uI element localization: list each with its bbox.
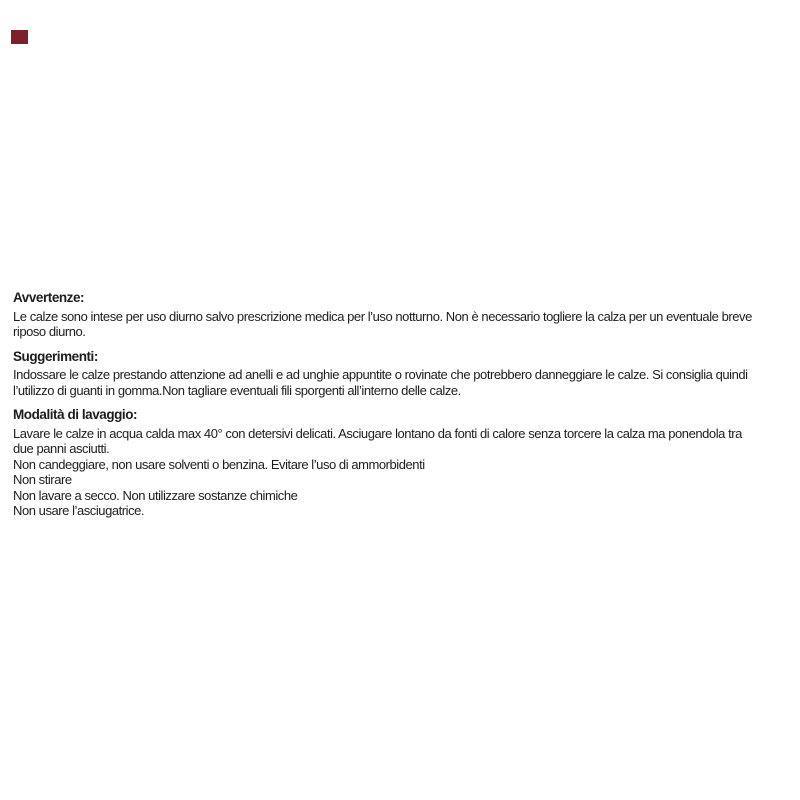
text-line: Non lavare a secco. Non utilizzare sostanze chimiche: [13, 487, 298, 503]
text-line: Non usare l’asciugatrice.: [13, 503, 145, 518]
section-heading-avvertenze: Avvertenze:: [13, 290, 85, 305]
care-instructions-document: [13, 290, 795, 519]
text-line: Le calze sono intese per uso diurno salvo prescrizione medica per l’uso notturno. Non è necessario togliere la calza per un eventuale breve: [13, 308, 752, 324]
section-suggerimenti: [13, 349, 795, 399]
section-modalita-di-lavaggio: [13, 407, 795, 519]
text-line: l’utilizzo di guanti in gomma.Non tagliare eventuali fili sporgenti all’interno delle calze.: [13, 382, 461, 398]
text-line: Non stirare: [13, 472, 72, 487]
text-line: Lavare le calze in acqua calda max 40° con detersivi delicati. Asciugare lontano da fonti di calore senza torcere la calza ma ponendola tra: [13, 425, 742, 441]
section-avvertenze: [13, 290, 795, 340]
brand-logo-mark: [11, 30, 28, 44]
text-line: riposo diurno.: [13, 324, 86, 339]
text-line: Indossare le calze prestando attenzione ad anelli e ad unghie appuntite o rovinate che potrebbero danneggiare le calze. Si consiglia quindi: [13, 367, 748, 382]
text-line: due panni asciutti.: [13, 441, 110, 456]
section-heading-suggerimenti: Suggerimenti:: [13, 348, 98, 364]
text-line: Non candeggiare, non usare solventi o benzina. Evitare l’uso di ammorbidenti: [13, 456, 425, 472]
section-heading-modalita-di-lavaggio: Modalità di lavaggio:: [13, 407, 138, 422]
